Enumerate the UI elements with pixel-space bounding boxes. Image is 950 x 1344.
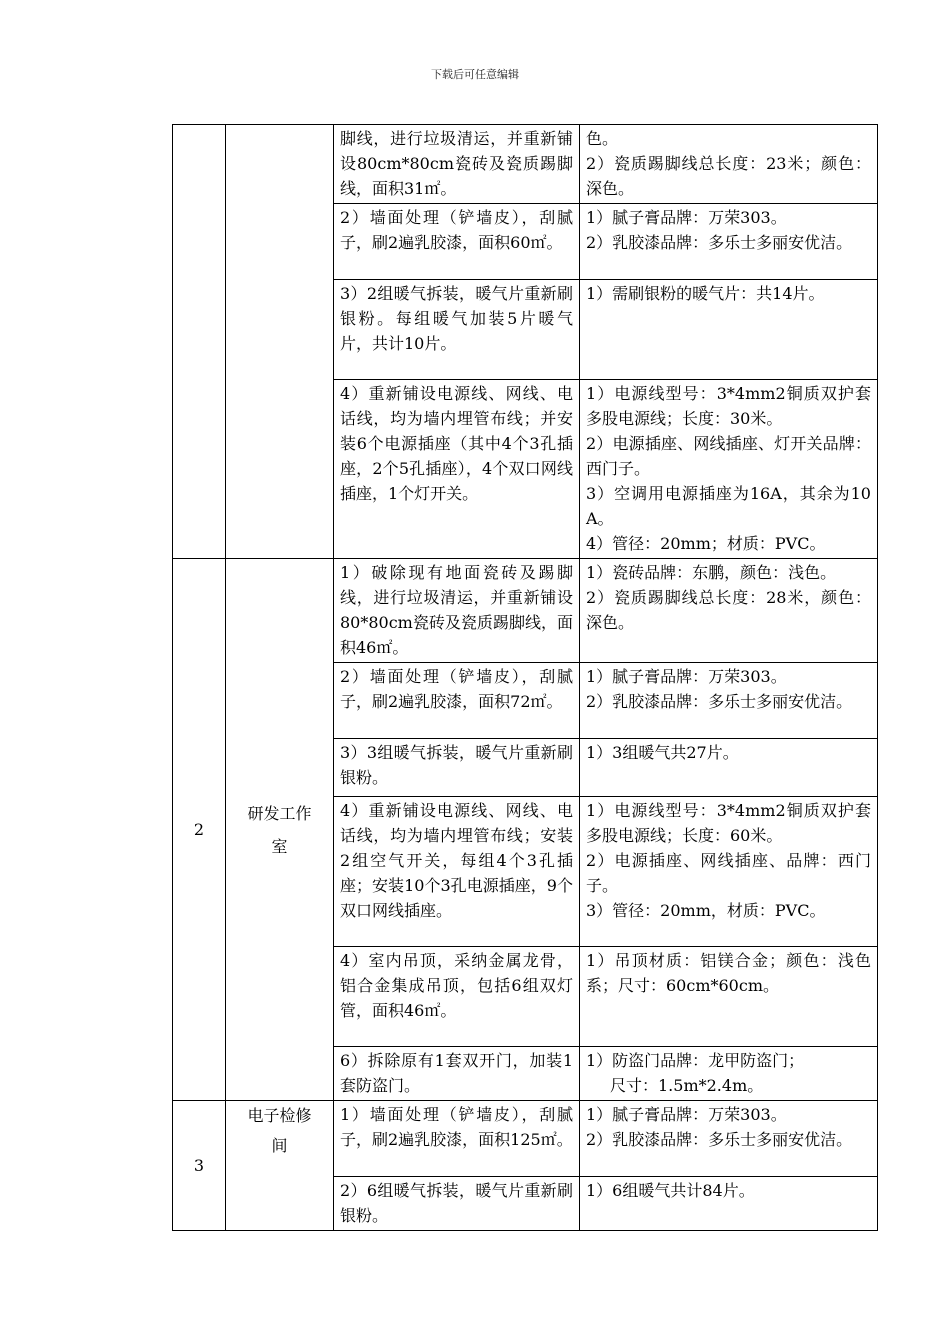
work-text: 2）墙面处理（铲墙皮），刮腻子，刷2遍乳胶漆，面积72㎡。 <box>340 667 573 711</box>
material-spec <box>580 947 878 1047</box>
material-spec <box>580 280 878 380</box>
spec-text: 3）管径：20mm，材质：PVC。 <box>586 901 826 920</box>
material-spec <box>580 1047 878 1101</box>
spec-text: 2）瓷质踢脚线总长度：28米，颜色：深色。 <box>586 588 871 632</box>
table-row <box>173 125 878 204</box>
work-description <box>334 559 580 663</box>
table-body <box>173 125 878 1231</box>
work-description <box>334 125 580 204</box>
work-description <box>334 797 580 947</box>
spec-text: 色。 <box>586 129 619 148</box>
work-description <box>334 204 580 280</box>
work-text: 1）墙面处理（铲墙皮），刮腻子，刷2遍乳胶漆，面积125㎡。 <box>340 1105 573 1149</box>
work-description <box>334 1047 580 1101</box>
spec-text: 3）空调用电源插座为16A，其余为10A。 <box>586 484 871 528</box>
renovation-spec-table <box>172 124 878 1231</box>
material-spec <box>580 559 878 663</box>
work-description <box>334 739 580 797</box>
section-number <box>173 125 226 559</box>
work-description <box>334 1177 580 1231</box>
spec-text: 1）腻子膏品牌：万荣303。 <box>586 208 787 227</box>
section-number: 3 <box>173 1101 226 1231</box>
work-text: 6）拆除原有1套双开门，加装1套防盗门。 <box>340 1051 573 1095</box>
spec-text: 1）防盗门品牌：龙甲防盗门； <box>586 1051 805 1070</box>
work-text: 4）重新铺设电源线、网线、电话线，均为墙内埋管布线；安装2组空气开关，每组4个3孔插座；安装10个3孔电源插座，9个双口网线插座。 <box>340 801 573 920</box>
table-row <box>173 559 878 663</box>
material-spec <box>580 380 878 559</box>
spec-text: 1）瓷砖品牌：东鹏，颜色：浅色。 <box>586 563 837 582</box>
table-row <box>173 1101 878 1177</box>
spec-text: 2）乳胶漆品牌：多乐士多丽安优洁。 <box>586 692 853 711</box>
spec-text: 1）6组暖气共计84片。 <box>586 1181 755 1200</box>
material-spec <box>580 204 878 280</box>
work-description <box>334 1101 580 1177</box>
spec-text: 1）腻子膏品牌：万荣303。 <box>586 667 787 686</box>
work-text: 3）3组暖气拆装，暖气片重新刷银粉。 <box>340 743 573 787</box>
spec-text: 1）腻子膏品牌：万荣303。 <box>586 1105 787 1124</box>
header-note: 下载后可任意编辑 <box>431 68 519 81</box>
spec-text: 4）管径：20mm；材质：PVC。 <box>586 534 826 553</box>
work-text: 脚线，进行垃圾清运，并重新铺设80cm*80cm瓷砖及瓷质踢脚线，面积31㎡。 <box>340 129 573 198</box>
material-spec <box>580 663 878 739</box>
section-number: 2 <box>173 559 226 1101</box>
spec-text: 2）乳胶漆品牌：多乐士多丽安优洁。 <box>586 1130 853 1149</box>
work-text: 4）室内吊顶，采纳金属龙骨，铝合金集成吊顶，包括6组双灯管，面积46㎡。 <box>340 951 573 1020</box>
work-description <box>334 947 580 1047</box>
work-text: 2）6组暖气拆装，暖气片重新刷银粉。 <box>340 1181 573 1225</box>
work-description <box>334 380 580 559</box>
work-text: 3）2组暖气拆装，暖气片重新刷银粉。每组暖气加装5片暖气片，共计10片。 <box>340 284 573 353</box>
spec-text: 1）需刷银粉的暖气片：共14片。 <box>586 284 825 303</box>
spec-text: 1）吊顶材质：铝镁合金；颜色：浅色系；尺寸：60cm*60cm。 <box>586 951 871 995</box>
spec-text: 尺寸：1.5m*2.4m。 <box>610 1076 764 1095</box>
material-spec <box>580 1177 878 1231</box>
work-description <box>334 663 580 739</box>
work-text: 2）墙面处理（铲墙皮），刮腻子，刷2遍乳胶漆，面积60㎡。 <box>340 208 573 252</box>
spec-text: 1）3组暖气共27片。 <box>586 743 739 762</box>
room-name <box>226 125 334 559</box>
work-description <box>334 280 580 380</box>
spec-text: 1）电源线型号：3*4mm2铜质双护套多股电源线；长度：30米。 <box>586 384 871 428</box>
material-spec <box>580 797 878 947</box>
spec-text: 2）瓷质踢脚线总长度：23米；颜色：深色。 <box>586 154 871 198</box>
spec-text: 2）电源插座、网线插座、品牌：西门子。 <box>586 851 871 895</box>
material-spec <box>580 739 878 797</box>
room-name: 研发工作室 <box>226 559 334 1101</box>
work-text: 4）重新铺设电源线、网线、电话线，均为墙内埋管布线；并安装6个电源插座（其中4个3孔插座，2个5孔插座），4个双口网线插座，1个灯开关。 <box>340 384 573 503</box>
work-text: 1）破除现有地面瓷砖及踢脚线，进行垃圾清运，并重新铺设80*80cm瓷砖及瓷质踢脚线，面积46㎡。 <box>340 563 573 657</box>
material-spec <box>580 1101 878 1177</box>
spec-text: 2）电源插座、网线插座、灯开关品牌：西门子。 <box>586 434 871 478</box>
spec-text: 1）电源线型号：3*4mm2铜质双护套多股电源线；长度：60米。 <box>586 801 871 845</box>
room-name: 电子检修间 <box>226 1101 334 1231</box>
material-spec <box>580 125 878 204</box>
spec-text: 2）乳胶漆品牌：多乐士多丽安优洁。 <box>586 233 853 252</box>
